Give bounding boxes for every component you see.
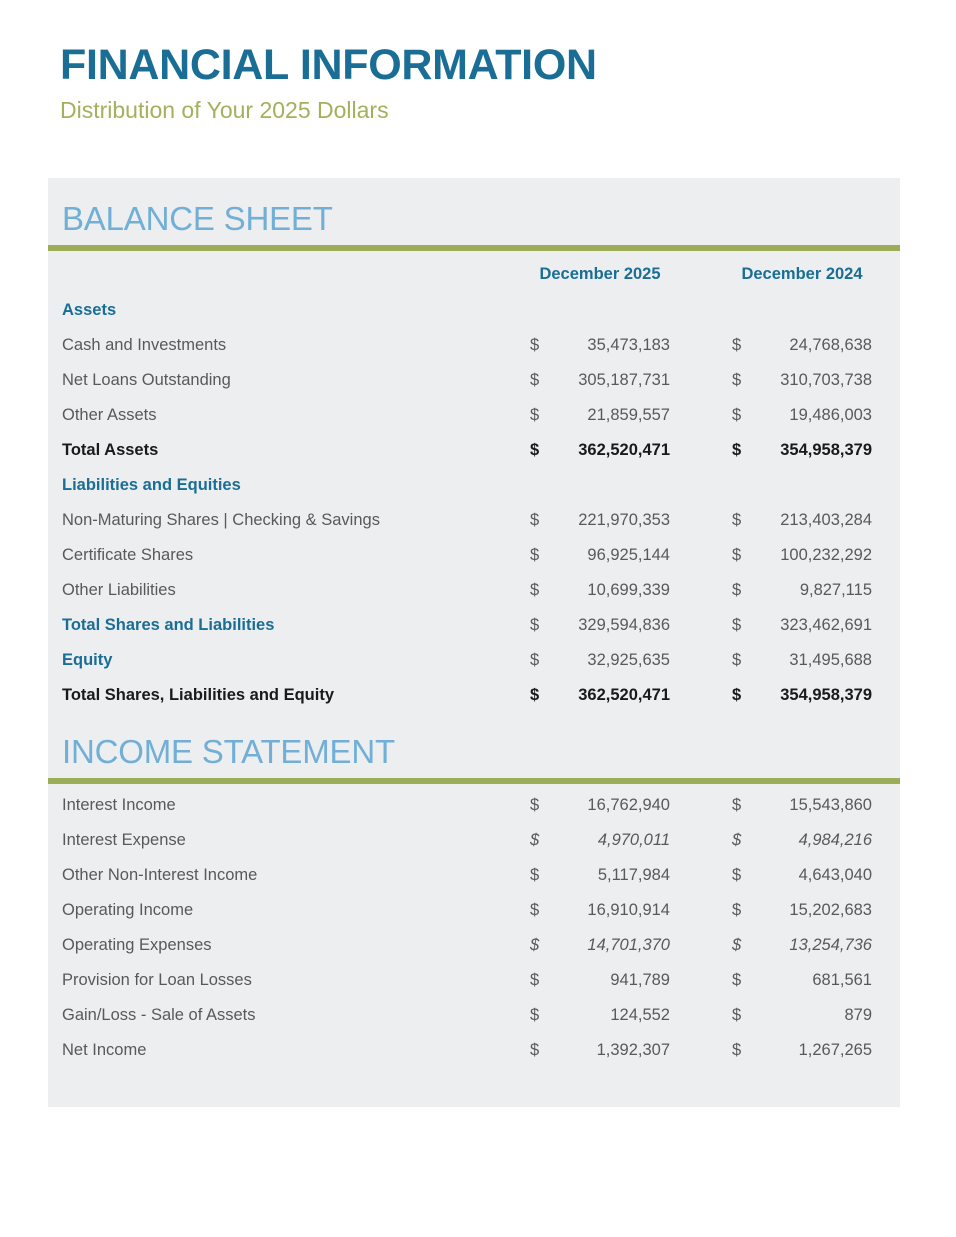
row-value-current [508, 573, 708, 608]
row-label: Provision for Loan Losses [62, 971, 252, 989]
amount-text: 362,520,471 [578, 686, 670, 704]
amount-text: 10,699,339 [587, 581, 670, 599]
currency-symbol: $ [732, 616, 742, 634]
row-value-current-value [530, 511, 670, 530]
currency-symbol: $ [732, 971, 742, 989]
row-value-current [508, 503, 708, 538]
row-value-current [508, 823, 708, 858]
row-value-current-value [530, 406, 670, 425]
amount-text: 354,958,379 [780, 686, 872, 704]
currency-symbol: $ [732, 796, 742, 814]
table-row [48, 858, 900, 893]
table-row [48, 293, 900, 328]
amount-text: 31,495,688 [789, 651, 872, 669]
currency-symbol: $ [732, 686, 742, 704]
row-label: Assets [62, 301, 117, 319]
row-label: Total Shares and Liabilities [62, 616, 275, 634]
row-value-prior [708, 998, 900, 1033]
row-value-current-value [530, 936, 670, 955]
row-value-prior [708, 363, 900, 398]
row-value-prior [708, 538, 900, 573]
row-label: Interest Income [62, 796, 176, 814]
amount-text: 14,701,370 [587, 936, 670, 954]
row-value-current-value [530, 971, 670, 990]
currency-symbol: $ [530, 971, 540, 989]
currency-symbol: $ [732, 511, 742, 529]
row-value-current-value [530, 336, 670, 355]
row-value-prior-value [732, 901, 872, 920]
column-header-label [48, 255, 508, 293]
content-panel [48, 178, 900, 1107]
row-value-prior-value [732, 866, 872, 885]
row-value-prior-value [732, 971, 872, 990]
row-value-prior [708, 433, 900, 468]
currency-symbol: $ [732, 651, 742, 669]
row-value-current-value [530, 616, 670, 635]
row-value-current-value [530, 866, 670, 885]
row-value-prior-value [732, 936, 872, 955]
row-value-prior-value [732, 581, 872, 600]
amount-text: 16,910,914 [587, 901, 670, 919]
row-value-current [508, 538, 708, 573]
row-value-current-value [530, 651, 670, 670]
amount-text: 4,984,216 [798, 831, 872, 849]
row-value-current [508, 893, 708, 928]
row-value-current [508, 928, 708, 963]
currency-symbol: $ [530, 1041, 540, 1059]
amount-text: 100,232,292 [780, 546, 872, 564]
table-row [48, 678, 900, 713]
currency-symbol: $ [732, 581, 742, 599]
currency-symbol: $ [732, 441, 742, 459]
table-row [48, 398, 900, 433]
currency-symbol: $ [530, 686, 540, 704]
amount-text: 15,202,683 [789, 901, 872, 919]
row-value-prior-value [732, 831, 872, 850]
currency-symbol: $ [530, 336, 540, 354]
currency-symbol: $ [530, 581, 540, 599]
amount-text: 354,958,379 [780, 441, 872, 459]
row-value-prior-value [732, 686, 872, 705]
table-row [48, 328, 900, 363]
row-label: Net Income [62, 1041, 147, 1059]
row-value-current [508, 398, 708, 433]
currency-symbol: $ [530, 936, 540, 954]
row-value-prior-value [732, 406, 872, 425]
row-value-prior-value [732, 511, 872, 530]
amount-text: 221,970,353 [578, 511, 670, 529]
amount-text: 19,486,003 [789, 406, 872, 424]
row-value-prior [708, 893, 900, 928]
currency-symbol: $ [530, 406, 540, 424]
amount-text: 362,520,471 [578, 441, 670, 459]
row-value-current [508, 858, 708, 893]
row-value-prior-value [732, 651, 872, 670]
row-value-prior [708, 398, 900, 433]
row-value-current [508, 608, 708, 643]
row-value-prior-value [732, 546, 872, 565]
row-value-prior [708, 468, 900, 503]
table-row [48, 893, 900, 928]
currency-symbol: $ [530, 371, 540, 389]
amount-text: 96,925,144 [587, 546, 670, 564]
currency-symbol: $ [530, 796, 540, 814]
row-value-prior [708, 573, 900, 608]
table-row [48, 503, 900, 538]
row-label: Non-Maturing Shares | Checking & Savings [62, 511, 380, 529]
income-statement-divider [48, 778, 900, 784]
row-value-current [508, 963, 708, 998]
amount-text: 4,970,011 [597, 831, 670, 849]
income-statement-section [48, 735, 900, 1068]
balance-sheet-column-header-row [48, 255, 900, 293]
currency-symbol: $ [732, 371, 742, 389]
row-value-current [508, 788, 708, 823]
amount-text: 310,703,738 [780, 371, 872, 389]
row-value-prior [708, 678, 900, 713]
row-value-prior [708, 328, 900, 363]
amount-text: 1,267,265 [798, 1041, 872, 1059]
currency-symbol: $ [732, 831, 742, 849]
row-label: Total Assets [62, 441, 159, 459]
table-row [48, 538, 900, 573]
page-title: FINANCIAL INFORMATION [60, 41, 597, 89]
amount-text: 9,827,115 [799, 581, 872, 599]
currency-symbol: $ [530, 511, 540, 529]
row-value-current-value [530, 581, 670, 600]
row-value-prior [708, 858, 900, 893]
income-statement-table [48, 788, 900, 1068]
row-value-prior [708, 928, 900, 963]
column-header-current-text: December 2025 [539, 264, 661, 283]
balance-sheet-divider [48, 245, 900, 251]
table-row [48, 433, 900, 468]
row-label: Equity [62, 651, 113, 669]
row-value-prior-value [732, 616, 872, 635]
currency-symbol: $ [530, 441, 540, 459]
amount-text: 24,768,638 [789, 336, 872, 354]
row-value-current [508, 293, 708, 328]
amount-text: 681,561 [812, 971, 872, 989]
row-value-prior-value [732, 1041, 872, 1060]
balance-sheet-table [48, 255, 900, 713]
row-value-current-value [530, 1041, 670, 1060]
row-label: Net Loans Outstanding [62, 371, 231, 389]
row-value-prior-value [732, 441, 872, 460]
row-label: Gain/Loss - Sale of Assets [62, 1006, 256, 1024]
column-header-prior [708, 255, 900, 293]
amount-text: 213,403,284 [780, 511, 872, 529]
table-row [48, 643, 900, 678]
currency-symbol: $ [732, 901, 742, 919]
balance-sheet-title: BALANCE SHEET [62, 200, 333, 237]
row-label: Other Assets [62, 406, 157, 424]
row-value-current-value [530, 901, 670, 920]
table-row [48, 998, 900, 1033]
table-row [48, 928, 900, 963]
row-value-prior [708, 643, 900, 678]
row-value-current-value [530, 441, 670, 460]
amount-text: 15,543,860 [789, 796, 872, 814]
row-value-prior [708, 503, 900, 538]
row-value-prior [708, 608, 900, 643]
amount-text: 305,187,731 [578, 371, 670, 389]
income-statement-title: INCOME STATEMENT [62, 733, 395, 770]
currency-symbol: $ [732, 866, 742, 884]
amount-text: 879 [844, 1006, 872, 1024]
currency-symbol: $ [530, 901, 540, 919]
row-label: Cash and Investments [62, 336, 227, 354]
row-value-prior [708, 963, 900, 998]
row-value-current [508, 328, 708, 363]
row-value-current-value [530, 371, 670, 390]
row-value-current-value [530, 546, 670, 565]
row-value-current-value [530, 1006, 670, 1025]
currency-symbol: $ [530, 651, 540, 669]
row-value-current [508, 363, 708, 398]
table-row [48, 963, 900, 998]
table-row [48, 823, 900, 858]
document-header [60, 41, 900, 123]
row-value-current-value [530, 796, 670, 815]
row-label: Other Non-Interest Income [62, 866, 258, 884]
row-value-current [508, 643, 708, 678]
page-subtitle: Distribution of Your 2025 Dollars [60, 97, 389, 123]
row-label: Operating Income [62, 901, 194, 919]
amount-text: 32,925,635 [587, 651, 670, 669]
row-label: Total Shares, Liabilities and Equity [62, 686, 335, 704]
amount-text: 21,859,557 [587, 406, 670, 424]
row-value-current [508, 1033, 708, 1068]
row-label: Other Liabilities [62, 581, 176, 599]
amount-text: 1,392,307 [596, 1041, 670, 1059]
row-value-prior [708, 1033, 900, 1068]
row-label: Interest Expense [62, 831, 186, 849]
currency-symbol: $ [732, 406, 742, 424]
row-value-current-value [530, 686, 670, 705]
amount-text: 329,594,836 [578, 616, 670, 634]
column-header-current [508, 255, 708, 293]
row-value-current-value [530, 831, 670, 850]
currency-symbol: $ [530, 1006, 540, 1024]
row-value-prior-value [732, 371, 872, 390]
row-value-prior-value [732, 796, 872, 815]
currency-symbol: $ [530, 546, 540, 564]
currency-symbol: $ [732, 546, 742, 564]
amount-text: 124,552 [610, 1006, 670, 1024]
table-row [48, 468, 900, 503]
balance-sheet-section [48, 202, 900, 713]
table-row [48, 1033, 900, 1068]
amount-text: 941,789 [610, 971, 670, 989]
row-value-current [508, 468, 708, 503]
row-value-prior-value [732, 1006, 872, 1025]
amount-text: 16,762,940 [587, 796, 670, 814]
currency-symbol: $ [732, 336, 742, 354]
currency-symbol: $ [732, 936, 742, 954]
row-value-current [508, 433, 708, 468]
amount-text: 323,462,691 [780, 616, 872, 634]
row-value-prior-value [732, 336, 872, 355]
amount-text: 5,117,984 [597, 866, 670, 884]
row-value-current [508, 998, 708, 1033]
amount-text: 4,643,040 [798, 866, 872, 884]
amount-text: 13,254,736 [789, 936, 872, 954]
row-value-prior [708, 293, 900, 328]
income-statement-table-body [48, 788, 900, 1068]
table-row [48, 363, 900, 398]
currency-symbol: $ [530, 866, 540, 884]
row-label: Liabilities and Equities [62, 476, 241, 494]
row-value-current [508, 678, 708, 713]
row-value-prior [708, 823, 900, 858]
column-header-prior-text: December 2024 [741, 264, 863, 283]
table-row [48, 608, 900, 643]
amount-text: 35,473,183 [587, 336, 670, 354]
row-label: Certificate Shares [62, 546, 194, 564]
currency-symbol: $ [732, 1041, 742, 1059]
row-label: Operating Expenses [62, 936, 212, 954]
currency-symbol: $ [732, 1006, 742, 1024]
balance-sheet-table-body [48, 255, 900, 713]
row-value-prior [708, 788, 900, 823]
currency-symbol: $ [530, 616, 540, 634]
table-row [48, 788, 900, 823]
currency-symbol: $ [530, 831, 540, 849]
table-row [48, 573, 900, 608]
